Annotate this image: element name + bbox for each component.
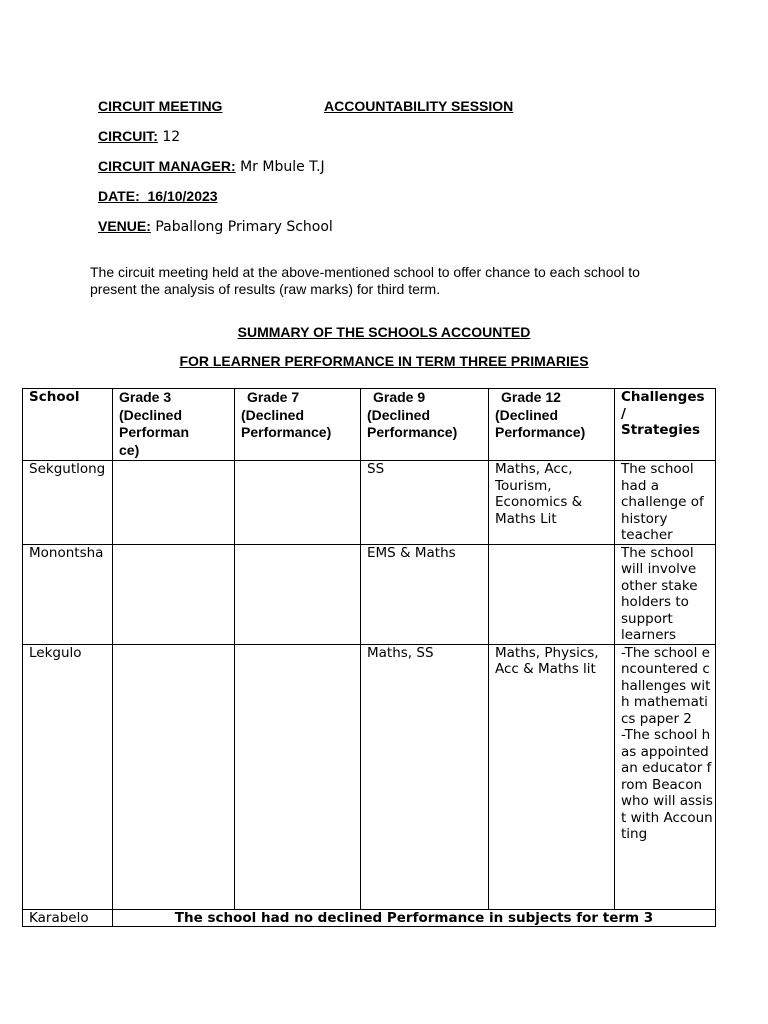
header-challenges-label: Challenges / Strategies: [621, 389, 705, 438]
header-grade7-sub: (Declined Performance): [241, 406, 332, 440]
cell-grade12: [489, 461, 615, 545]
cell-school: Sekgutlong: [23, 461, 113, 545]
cell-school: Monontsha: [23, 544, 113, 644]
accountability-session-label: ACCOUNTABILITY SESSION: [324, 98, 514, 114]
cell-grade7: [235, 544, 361, 644]
header-grade3: [113, 389, 235, 461]
cell-school: Karabelo: [23, 909, 113, 927]
cell-grade3: [113, 644, 235, 909]
table-row-karabelo: [23, 909, 716, 927]
header-school: [23, 389, 113, 461]
challenge-item: -The school encountered challenges with mathematics paper 2: [621, 644, 711, 727]
cell-grade9: EMS & Maths: [361, 544, 489, 644]
table-row: [23, 461, 716, 545]
table-row: [23, 544, 716, 644]
header-school-label: School: [29, 389, 80, 405]
cell-challenges: The school will involve other stake holders to support learners: [615, 544, 716, 644]
cell-grade12-text: Maths, Acc, Tourism, Economics & Maths Lit: [495, 461, 583, 527]
circuit-label: CIRCUIT:: [98, 128, 158, 144]
circuit-value: 12: [157, 129, 181, 145]
cell-school: Lekgulo: [23, 644, 113, 909]
circuit-manager-label: CIRCUIT MANAGER:: [98, 158, 236, 174]
cell-grade12: [489, 544, 615, 644]
manager-line: [98, 158, 325, 176]
cell-grade3: [113, 461, 235, 545]
cell-grade3: [113, 544, 235, 644]
circuit-manager-value: Mr Mbule T.J: [235, 159, 325, 175]
cell-grade12: Maths, Physics, Acc & Maths lit: [489, 644, 615, 909]
session-title: [324, 98, 513, 116]
intro-paragraph: The circuit meeting held at the above-mentioned school to offer chance to each school to present the analysis of results (raw marks) for third term.: [90, 264, 640, 297]
table-header-row: [23, 389, 716, 461]
header-grade3-sub: (Declined Performance): [119, 406, 190, 458]
header-grade7: [235, 389, 361, 461]
header-grade9-title: Grade 9: [373, 389, 426, 405]
header-grade9: [361, 389, 489, 461]
cell-challenges: The school had a challenge of history teacher: [615, 461, 716, 545]
header-grade9-sub: (Declined Performance): [367, 406, 458, 440]
meeting-title: [98, 98, 222, 116]
summary-heading-1: SUMMARY OF THE SCHOOLS ACCOUNTED: [237, 324, 531, 340]
cell-grade9: Maths, SS: [361, 644, 489, 909]
circuit-line: [98, 128, 180, 146]
circuit-meeting-label: CIRCUIT MEETING: [98, 98, 223, 114]
cell-grade7: [235, 644, 361, 909]
venue-line: [98, 218, 333, 236]
venue-value: Paballong Primary School: [150, 219, 333, 235]
date-text: DATE: 16/10/2023: [98, 188, 218, 204]
header-challenges: [615, 389, 716, 461]
header-grade12: [489, 389, 615, 461]
date-line: [98, 188, 218, 206]
cell-no-decline-note: The school had no declined Performance in subjects for term 3: [113, 909, 716, 927]
challenge-item: -The school has appointed an educator from Beacon who will assist with Accounting: [621, 727, 713, 842]
header-grade3-title: Grade 3: [119, 389, 172, 405]
cell-grade9: SS: [361, 461, 489, 545]
summary-heading-2: FOR LEARNER PERFORMANCE IN TERM THREE PRIMARIES: [179, 353, 589, 369]
header-grade12-title: Grade 12: [501, 389, 561, 405]
cell-challenges: [615, 644, 716, 909]
table-row: [23, 644, 716, 909]
header-grade7-title: Grade 7: [247, 389, 300, 405]
summary-table: [22, 388, 716, 927]
cell-grade7: [235, 461, 361, 545]
venue-label: VENUE:: [98, 218, 151, 234]
header-grade12-sub: (Declined Performance): [495, 406, 586, 440]
